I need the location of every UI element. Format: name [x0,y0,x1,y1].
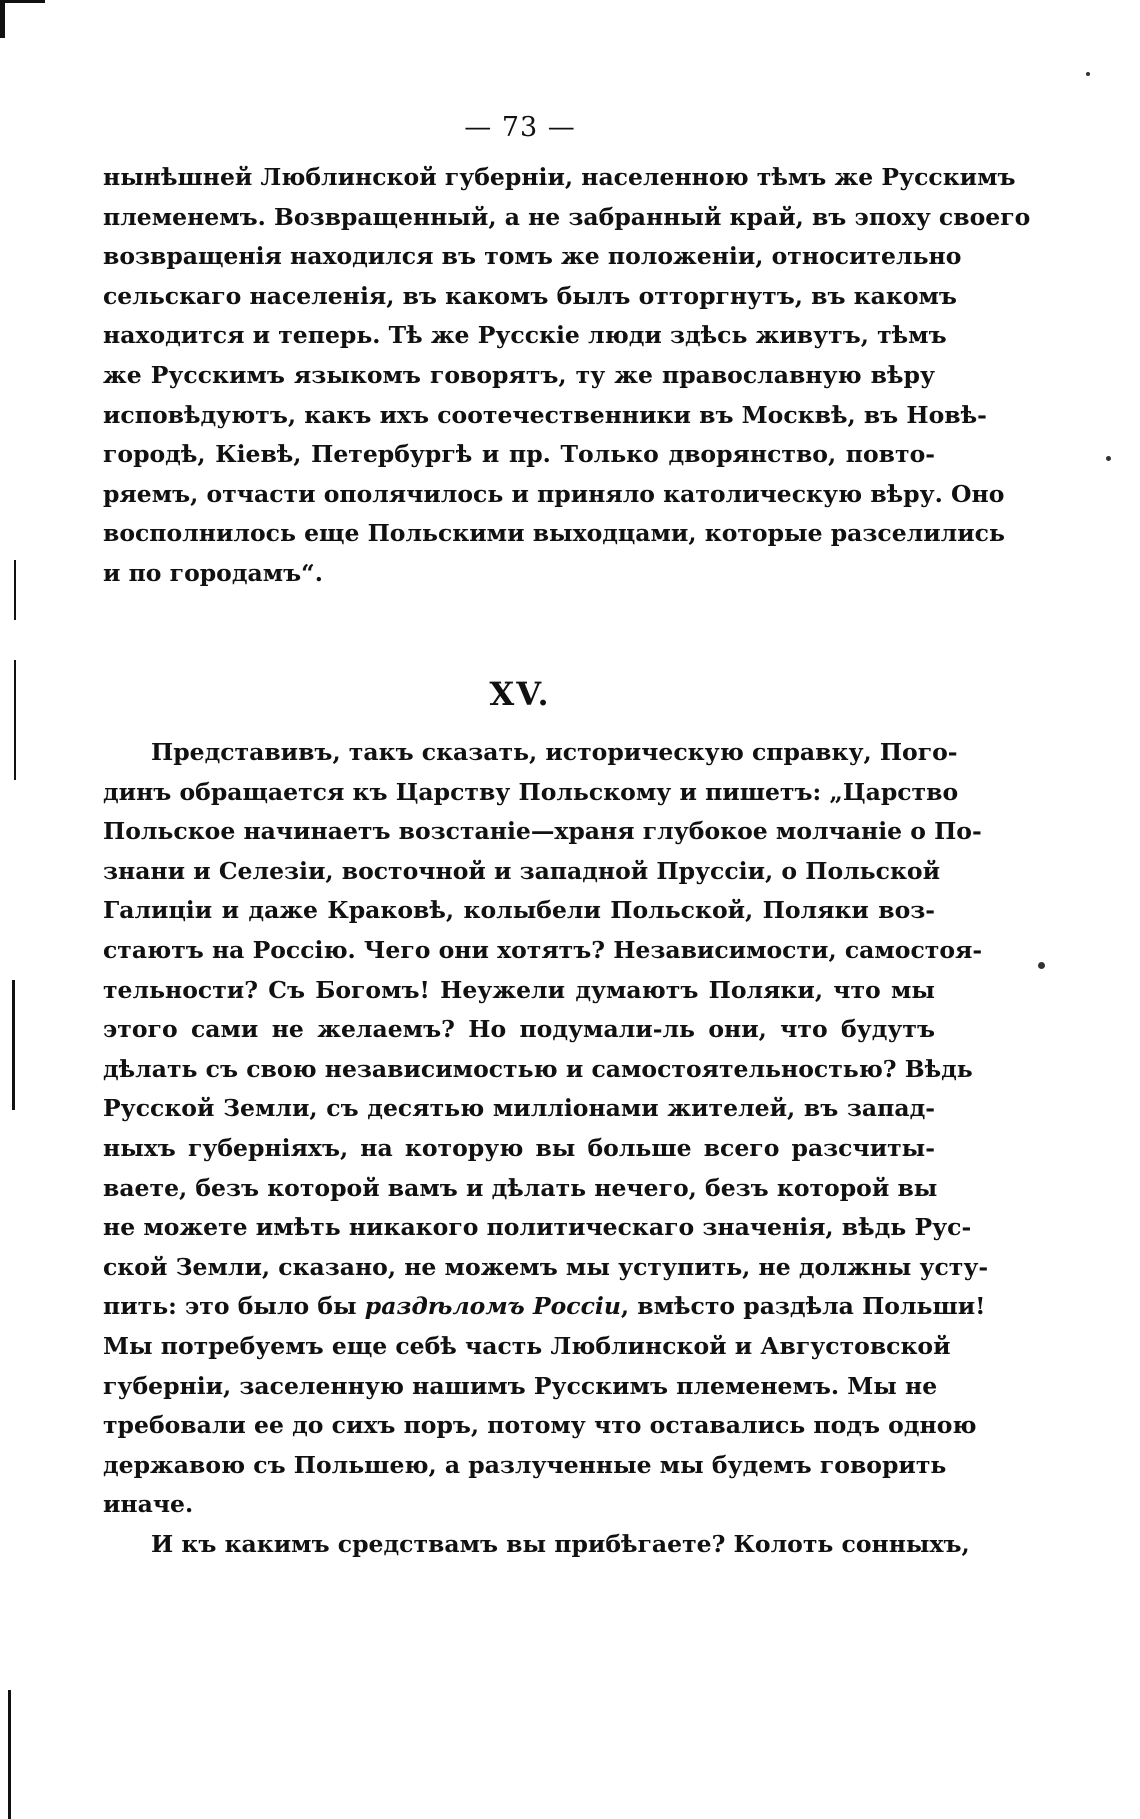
text-run: , вмѣсто раздѣла Польши! [620,1292,986,1321]
paragraph [103,733,989,1525]
scan-speck [1038,962,1045,969]
text-line: тельности? Съ Богомъ! Неужели думаютъ Поляки, что мы [103,975,935,1004]
text-line: знани и Селезіи, восточной и западной Пруссіи, о Польской [103,856,941,885]
text-line: же Русскимъ языкомъ говорятъ, ту же православную вѣру [103,360,935,389]
text-line: динъ обращается къ Царству Польскому и пишетъ: „Царство [103,777,959,806]
text-line: стаютъ на Россію. Чего они хотятъ? Независимости, самостоя- [103,935,983,964]
text-run: пить: это было бы [103,1292,365,1321]
text-line: не можете имѣть никакого политическаго значенія, вѣдь Рус- [103,1213,972,1242]
text-line: требовали ее до сихъ поръ, потому что оставались подъ одною [103,1411,977,1440]
scan-speck [1086,72,1090,76]
scan-edge-mark [5,0,45,3]
text-line: Галиціи и даже Краковѣ, колыбели Польской, Поляки воз- [103,896,935,925]
paragraph-start [103,1525,970,1565]
text-line: восполнилось еще Польскими выходцами, которые разселились [103,519,1005,548]
text-line: державою съ Польшею, а разлученные мы будемъ говорить [103,1450,947,1479]
text-line: ныхъ губерніяхъ, на которую вы больше всего разсчиты- [103,1133,935,1162]
text-line: Мы потребуемъ еще себѣ часть Люблинской и Августовской [103,1331,951,1360]
text-line: сельскаго населенія, въ какомъ былъ отторгнутъ, въ какомъ [103,281,957,310]
text-line: и по городамъ“. [103,558,323,587]
section-heading: XV. [489,675,551,713]
text-line: Представивъ, такъ сказать, историческую справку, Пого- [151,738,958,766]
scan-edge-mark [14,560,16,620]
text-line: племенемъ. Возвращенный, а не забранный край, въ эпоху своего [103,202,1031,231]
text-line: дѣлать съ свою независимостью и самостоятельностью? Вѣдь [103,1054,973,1083]
text-line: ской Земли, сказано, не можемъ мы уступить, не должны усту- [103,1252,989,1281]
text-line: городѣ, Кіевѣ, Петербургѣ и пр. Только дворянство, повто- [103,440,935,469]
text-line: ряемъ, отчасти ополячилось и приняло католическую вѣру. Оно [103,479,1005,508]
text-line: И къ какимъ средствамъ вы прибѣгаете? Колоть сонныхъ, [151,1530,970,1558]
text-line: возвращенія находился въ томъ же положеніи, относительно [103,242,962,271]
page-number: — 73 — [464,112,576,143]
text-line: находится и теперь. Тѣ же Русскіе люди здѣсь живутъ, тѣмъ [103,321,947,350]
text-line: губерніи, заселенную нашимъ Русскимъ племенемъ. Мы не [103,1371,938,1400]
text-line: нынѣшней Люблинской губерніи, населенною тѣмъ же Русскимъ [103,163,1016,191]
italic-emphasis: раздѣломъ Россіи [364,1292,621,1321]
scan-speck [1106,456,1111,461]
text-line: исповѣдуютъ, какъ ихъ соотечественники въ Москвѣ, въ Новѣ- [103,400,987,429]
text-line-with-italic [103,1287,986,1327]
scan-edge-mark [12,980,15,1110]
paragraph-continued [103,158,1031,594]
scan-edge-mark [0,0,5,38]
text-line: ваете, безъ которой вамъ и дѣлать нечего, безъ которой вы [103,1173,938,1202]
text-line: Русской Земли, съ десятью милліонами жителей, въ запад- [103,1094,935,1123]
scan-edge-mark [8,1690,11,1819]
text-line: Польское начинаетъ возстаніе—храня глубокое молчаніе о По- [103,817,982,846]
text-line: иначе. [103,1490,194,1519]
text-line: этого сами не желаемъ? Но подумали-ль они, что будутъ [103,1015,935,1044]
